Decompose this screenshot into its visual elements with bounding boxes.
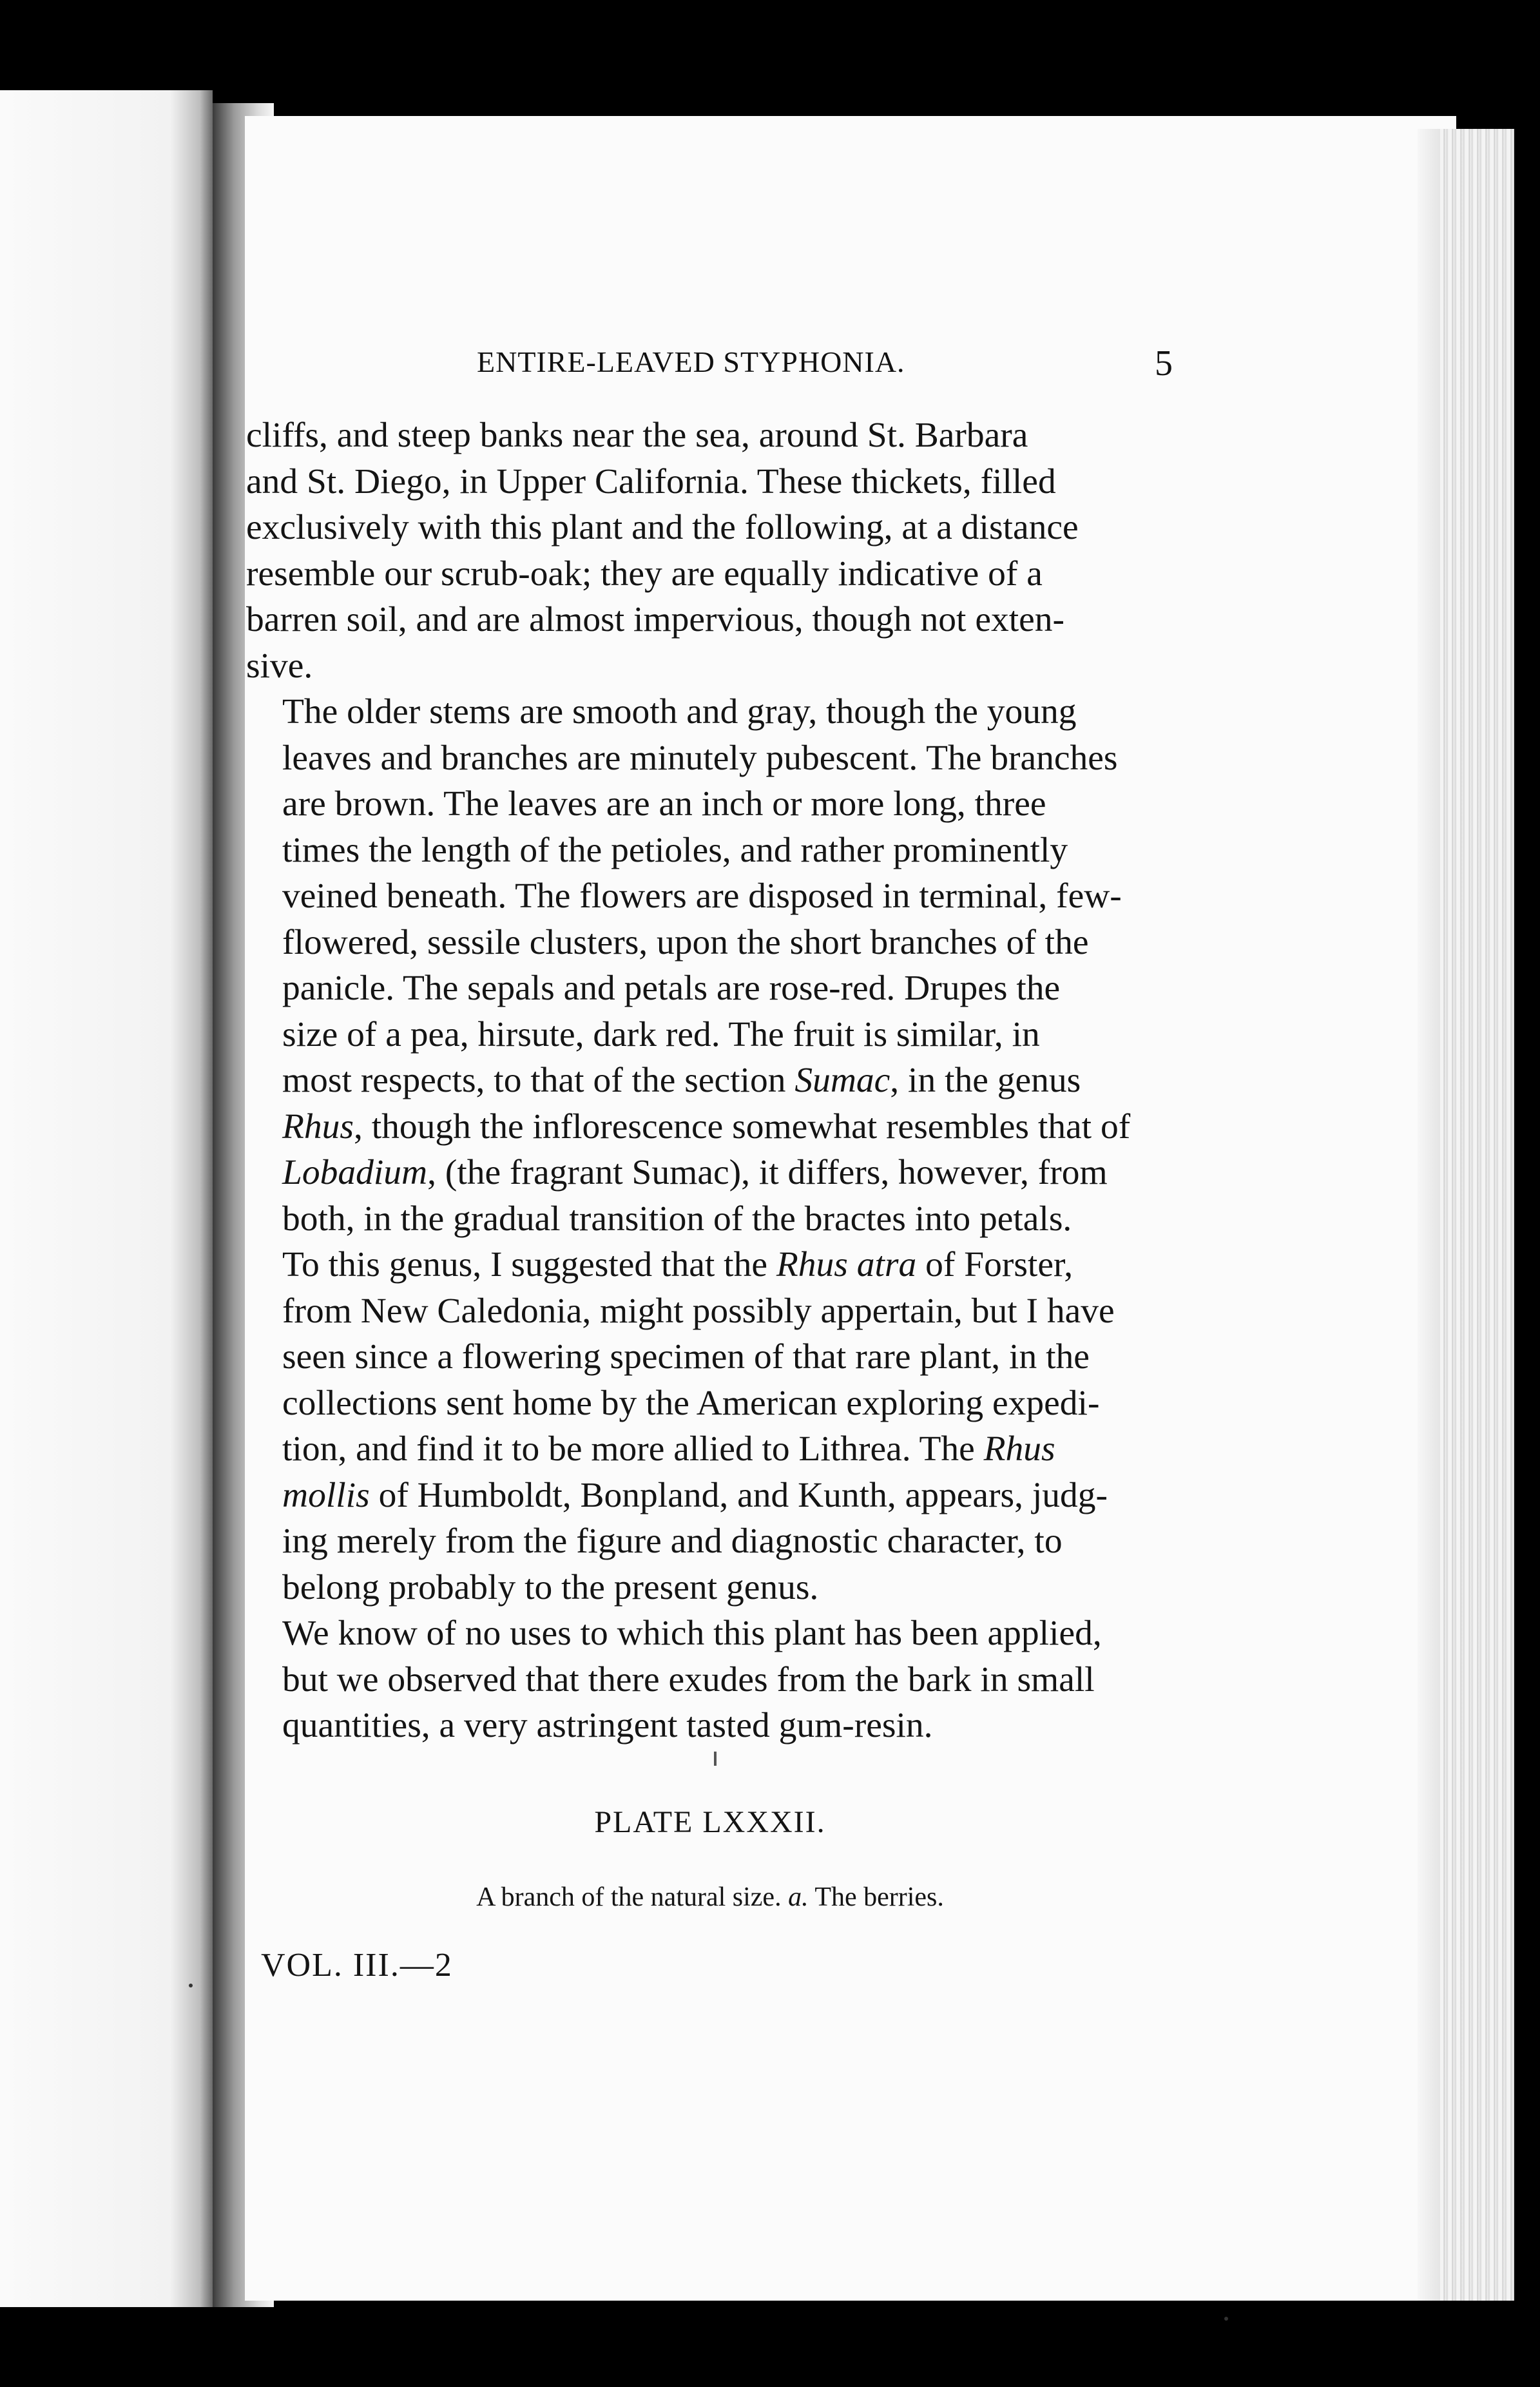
stray-ink-dot: [189, 1984, 193, 1987]
text-line: exclusively with this plant and the following, at a distance: [246, 508, 1079, 547]
stacked-page-edges: [1440, 129, 1514, 2301]
signature-mark: VOL. III.—2: [261, 1947, 453, 1984]
text-line: mollis of Humboldt, Bonpland, and Kunth, appears, judg-: [282, 1475, 1108, 1515]
text-line: Lobadium, (the fragrant Sumac), it differs, however, from: [282, 1153, 1108, 1192]
text-line: barren soil, and are almost impervious, though not exten-: [246, 600, 1065, 639]
text-line: cliffs, and steep banks near the sea, around St. Barbara: [246, 416, 1028, 455]
text-line: ing merely from the figure and diagnostic character, to: [282, 1522, 1063, 1561]
text-line: Rhus, though the inflorescence somewhat resembles that of: [282, 1107, 1131, 1146]
running-head: ENTIRE-LEAVED STYPHONIA.: [477, 345, 905, 378]
text-line: tion, and find it to be more allied to Lithrea. The Rhus: [282, 1429, 1055, 1469]
text-line: size of a pea, hirsute, dark red. The fruit is similar, in: [282, 1014, 1040, 1054]
text-line: quantities, a very astringent tasted gum-resin.: [282, 1706, 933, 1745]
text-line: We know of no uses to which this plant has been applied,: [282, 1614, 1102, 1653]
text-line: resemble our scrub-oak; they are equally indicative of a: [246, 554, 1043, 594]
text-line: but we observed that there exudes from the bark in small: [282, 1659, 1095, 1699]
paragraph-2: [246, 689, 1174, 1242]
paragraph-1: [246, 412, 1174, 689]
text-line: times the length of the petioles, and rather prominently: [282, 830, 1068, 870]
plate-caption: PLATE LXXXII.: [594, 1805, 826, 1839]
text-line: and St. Diego, in Upper California. These thickets, filled: [246, 461, 1056, 501]
left-page-edge: [0, 90, 213, 2307]
short-rule-mark: [714, 1752, 717, 1766]
text-line: sive.: [246, 646, 313, 686]
text-line: leaves and branches are minutely pubescent. The branches: [282, 738, 1118, 778]
text-line: veined beneath. The flowers are disposed in terminal, few-: [282, 876, 1122, 916]
paragraph-4: [246, 1610, 1174, 1749]
page-number: 5: [1155, 343, 1173, 383]
text-line: panicle. The sepals and petals are rose-red. Drupes the: [282, 969, 1061, 1008]
text-line: collections sent home by the American exploring expedi-: [282, 1383, 1100, 1423]
plate-description: A branch of the natural size. a. The berries.: [476, 1882, 944, 1912]
text-line: from New Caledonia, might possibly appertain, but I have: [282, 1291, 1115, 1331]
paragraph-3: [246, 1242, 1174, 1610]
text-line: belong probably to the present genus.: [282, 1567, 819, 1607]
text-line: most respects, to that of the section Sumac, in the genus: [282, 1061, 1081, 1100]
body-text: [246, 412, 1174, 1749]
text-line: are brown. The leaves are an inch or more long, three: [282, 784, 1046, 824]
text-line: The older stems are smooth and gray, though the young: [282, 692, 1077, 731]
text-line: To this genus, I suggested that the Rhus atra of Forster,: [282, 1245, 1073, 1284]
text-line: both, in the gradual transition of the bractes into petals.: [282, 1199, 1072, 1239]
text-line: seen since a flowering specimen of that rare plant, in the: [282, 1337, 1090, 1377]
page-edge-shade: [1418, 129, 1443, 2301]
stray-ink-dot: [1224, 2317, 1228, 2321]
text-line: flowered, sessile clusters, upon the short branches of the: [282, 922, 1089, 962]
